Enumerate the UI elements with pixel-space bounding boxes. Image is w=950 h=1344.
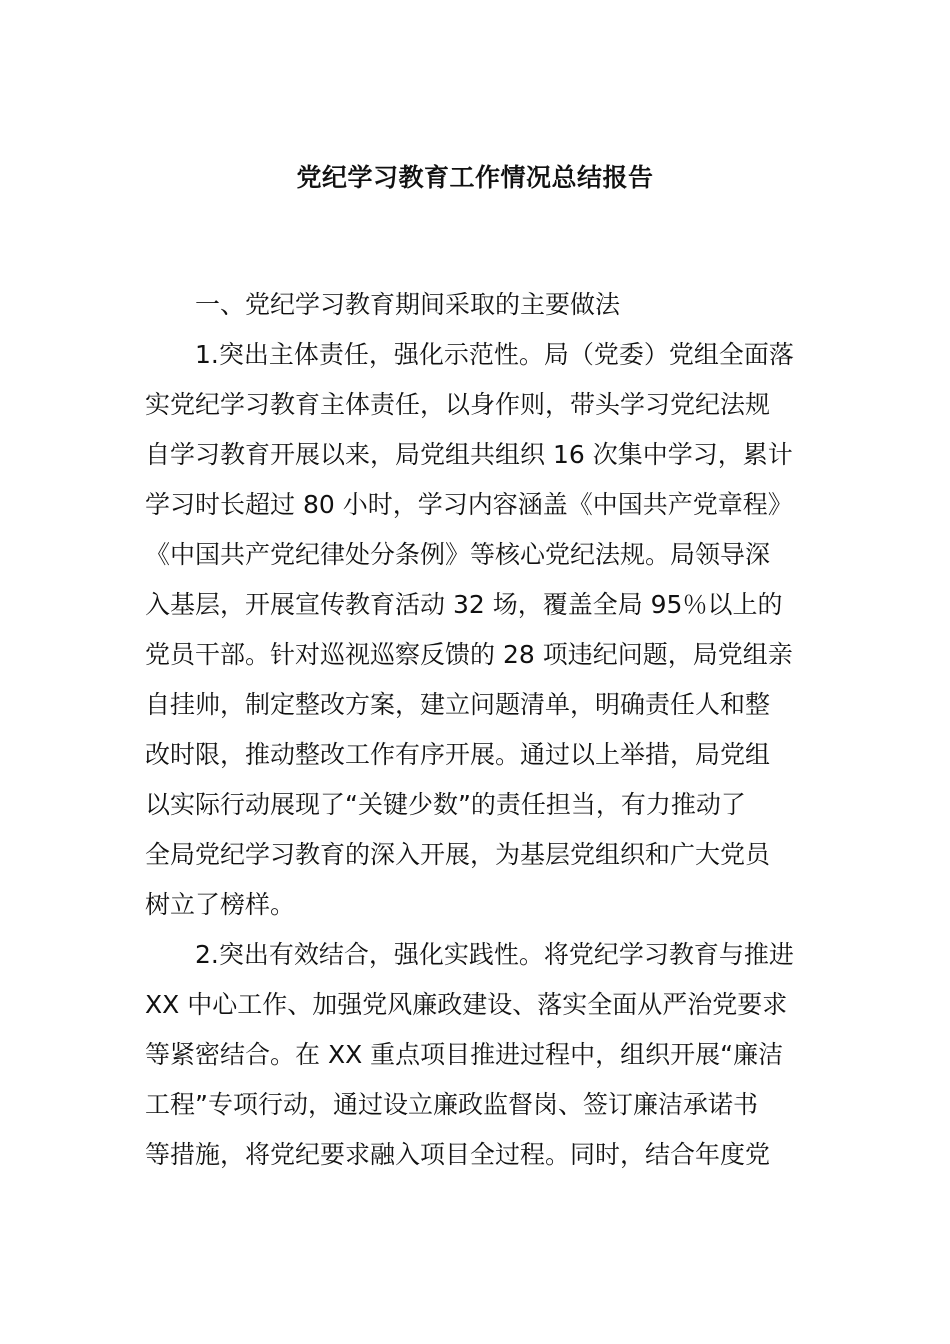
paragraph-line: 等紧密结合。在 XX 重点项目推进过程中，组织开展“廉洁 (145, 1040, 784, 1069)
paragraph-line: 党员干部。针对巡视巡察反馈的 28 项违纪问题，局党组亲 (145, 640, 793, 669)
paragraph-line: 1.突出主体责任，强化示范性。局（党委）党组全面落 (195, 340, 794, 369)
paragraph-line: 《中国共产党纪律处分条例》等核心党纪法规。局领导深 (145, 540, 771, 569)
paragraph-line: 以实际行动展现了“关键少数”的责任担当，有力推动了 (145, 790, 746, 819)
paragraph-line: XX 中心工作、加强党风廉政建设、落实全面从严治党要求 (145, 990, 788, 1019)
paragraph-line: 树立了榜样。 (145, 890, 296, 919)
paragraph-line: 全局党纪学习教育的深入开展，为基层党组织和广大党员 (145, 840, 771, 869)
paragraph-line: 等措施，将党纪要求融入项目全过程。同时，结合年度党 (145, 1140, 771, 1169)
section-heading: 一、党纪学习教育期间采取的主要做法 (195, 290, 621, 319)
paragraph-line: 2.突出有效结合，强化实践性。将党纪学习教育与推进 (195, 940, 794, 969)
paragraph-line: 入基层，开展宣传教育活动 32 场，覆盖全局 95％以上的 (145, 590, 783, 619)
paragraph-line: 工程”专项行动，通过设立廉政监督岗、签订廉洁承诺书 (145, 1090, 758, 1119)
paragraph-line: 自学习教育开展以来，局党组共组织 16 次集中学习，累计 (145, 440, 793, 469)
paragraph-line: 学习时长超过 80 小时，学习内容涵盖《中国共产党章程》 (145, 490, 793, 519)
document-body (145, 280, 810, 1180)
paragraph-line: 自挂帅，制定整改方案，建立问题清单，明确责任人和整 (145, 690, 771, 719)
document-title: 党纪学习教育工作情况总结报告 (296, 163, 654, 192)
paragraph-line: 改时限，推动整改工作有序开展。通过以上举措，局党组 (145, 740, 771, 769)
paragraph-line: 实党纪学习教育主体责任，以身作则，带头学习党纪法规 (145, 390, 771, 419)
